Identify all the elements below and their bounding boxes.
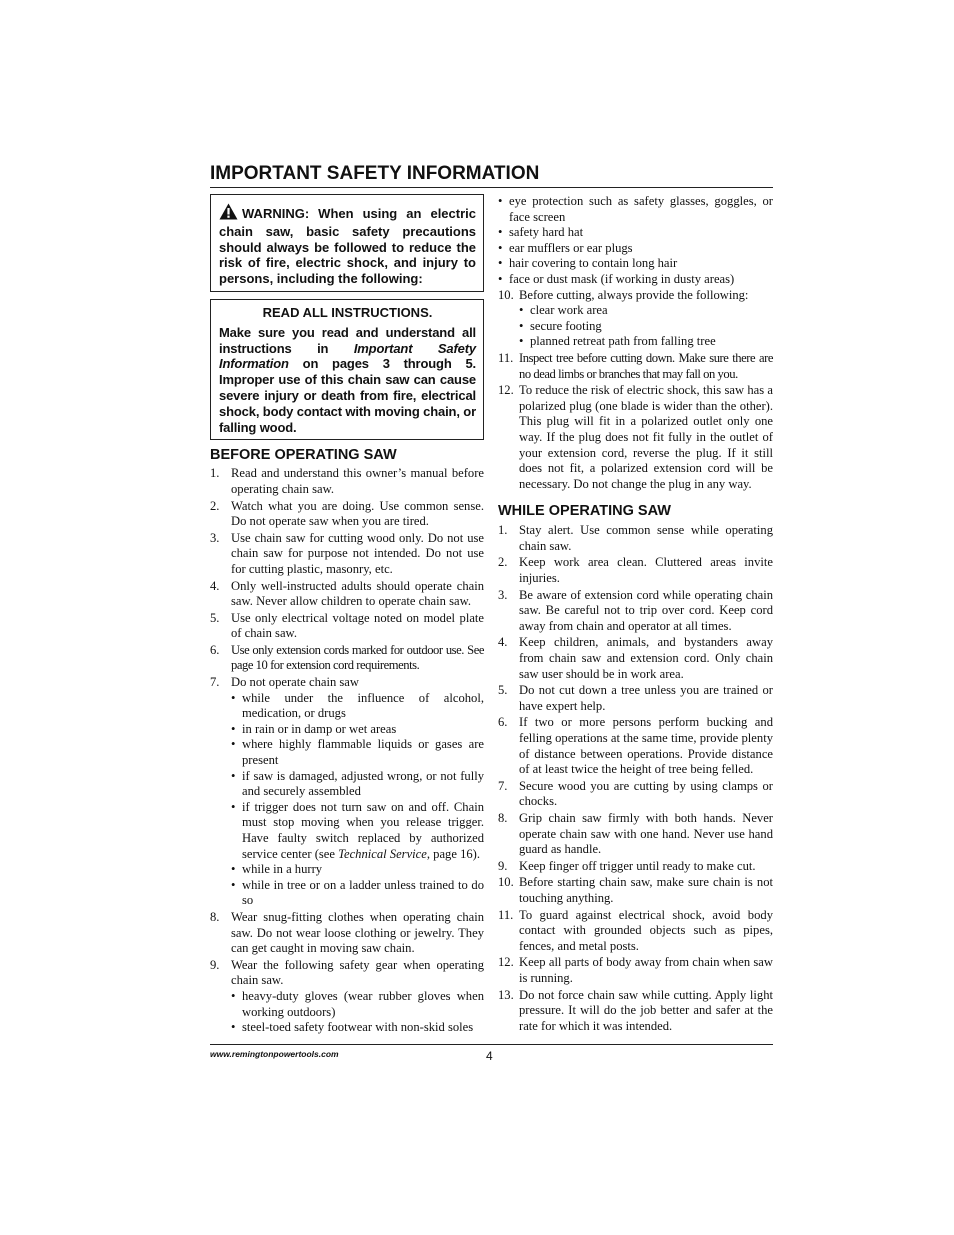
item-text: Grip chain saw firmly with both hands. Never operate chain saw with one hand. Never use hand guard as handle. — [519, 810, 773, 857]
item-text: Wear snug-fitting clothes when operating chain saw. Do not wear loose clothing or jewelry. They can get caught in moving saw chain. — [231, 909, 484, 956]
bullet-item: • clear work area — [519, 303, 773, 319]
item-text: Do not cut down a tree unless you are trained or have expert help. — [519, 683, 773, 713]
item-number: 2. — [498, 555, 508, 570]
item-text: Only well-instructed adults should operate chain saw. Never allow children to operate chain saw. — [231, 578, 484, 609]
item-text: Use only extension cords marked for outdoor use. See page 10 for extension cord requirements. — [231, 642, 484, 673]
item-number: 4. — [210, 578, 220, 593]
bullet-list — [231, 691, 484, 909]
item-text: Read and understand this owner’s manual before operating chain saw. — [231, 466, 484, 496]
page-title: IMPORTANT SAFETY INFORMATION — [210, 163, 773, 188]
item-number: 3. — [210, 530, 220, 545]
list-item — [498, 683, 773, 714]
list-item — [498, 383, 773, 492]
list-item — [210, 531, 484, 578]
bullet-item: • safety hard hat — [498, 225, 773, 241]
bullet-text-part: if trigger does not turn saw on and off. Chain must stop moving when you release trigger. Have faulty switch replaced by authorized service center (see — [242, 799, 484, 861]
list-item — [210, 579, 484, 610]
list-item — [498, 588, 773, 635]
item-number: 8. — [210, 909, 220, 924]
list-item — [498, 908, 773, 955]
bullet-item: • in rain or in damp or wet areas — [231, 722, 484, 738]
item-text: Use only electrical voltage noted on model plate of chain saw. — [231, 610, 484, 641]
bullet-item: • eye protection such as safety glasses, goggles, or face screen — [498, 194, 773, 225]
section-heading-before-operating: BEFORE OPERATING SAW — [210, 447, 397, 464]
item-text: Before starting chain saw, make sure chain is not touching anything. — [519, 875, 773, 905]
item-text: If two or more persons perform bucking and felling operations at the same time, provide plenty of distance between operations. Provide distance of at least twice the height of tree being felled. — [519, 715, 773, 777]
list-item — [210, 499, 484, 530]
while-operating-list — [498, 523, 773, 1034]
list-item — [498, 811, 773, 858]
bullet-item: • where highly flammable liquids or gases are present — [231, 737, 484, 768]
list-item — [498, 715, 773, 777]
read-instructions-body — [219, 325, 476, 436]
list-item — [210, 611, 484, 642]
bullet-item: • ear mufflers or ear plugs — [498, 241, 773, 257]
item-number: 6. — [210, 642, 220, 657]
item-text: Secure wood you are cutting by using clamps or chocks. — [519, 778, 773, 809]
list-item — [210, 958, 484, 1036]
bullet-item: • while under the influence of alcohol, medication, or drugs — [231, 691, 484, 722]
right-column — [498, 194, 773, 1035]
item-text: To guard against electrical shock, avoid body contact with grounded objects such as pipes, fences, and metal posts. — [519, 907, 773, 953]
item-number: 10. — [498, 287, 514, 302]
list-item — [498, 351, 773, 382]
item-text: Keep children, animals, and bystanders away from chain saw and extension cord. Only chain saw user should be in work area. — [519, 635, 773, 681]
list-item — [498, 859, 773, 875]
item-text: Use chain saw for cutting wood only. Do not use chain saw for purpose not intended. Do not use for cutting plastic, masonry, etc. — [231, 530, 484, 576]
item-text: Keep finger off trigger until ready to make cut. — [519, 858, 756, 873]
bullet-item: • if saw is damaged, adjusted wrong, or not fully and securely assembled — [231, 769, 484, 800]
bullet-item: • while in a hurry — [231, 862, 484, 878]
item-text: Be aware of extension cord while operating chain saw. Be careful not to trip over cord. Keep cord away from chain and operator at all times. — [519, 587, 773, 633]
item-number: 12. — [498, 383, 514, 398]
item-number: 8. — [498, 810, 508, 825]
bullet-item: • planned retreat path from falling tree — [519, 334, 773, 350]
list-item — [498, 523, 773, 554]
section-heading-while-operating: WHILE OPERATING SAW — [498, 503, 671, 520]
item-number: 5. — [498, 683, 508, 698]
item-number: 5. — [210, 610, 220, 625]
list-item — [498, 555, 773, 586]
bullet-item: • face or dust mask (if working in dusty areas) — [498, 272, 773, 288]
item-number: 9. — [498, 858, 508, 873]
bullet-item: • secure footing — [519, 319, 773, 335]
list-item — [498, 955, 773, 986]
list-item — [498, 779, 773, 810]
item-number: 1. — [498, 523, 508, 538]
bullet-item: • hair covering to contain long hair — [498, 256, 773, 272]
before-operating-list-continued — [498, 288, 773, 493]
item-number: 6. — [498, 715, 508, 730]
item-number: 9. — [210, 957, 220, 972]
left-column — [210, 194, 484, 1037]
before-operating-list — [210, 466, 484, 1035]
item-text: Inspect tree before cutting down. Make sure there are no dead limbs or branches that may fall on you. — [519, 350, 773, 381]
bullet-item: • while in tree or on a ladder unless trained to do so — [231, 878, 484, 909]
item-number: 13. — [498, 987, 514, 1002]
item-text: Wear the following safety gear when operating chain saw. — [231, 957, 484, 988]
item-number: 11. — [498, 350, 514, 365]
item-number: 2. — [210, 498, 220, 513]
safety-gear-bullets — [498, 194, 773, 288]
read-instructions-title: READ ALL INSTRUCTIONS. — [262, 304, 433, 320]
warning-triangle-icon — [219, 203, 238, 224]
list-item — [210, 910, 484, 957]
warning-text: WARNING: When using an electric chain saw, basic safety precautions should always be followed to reduce the risk of fire, electric shock, and injury to persons, including the following: — [219, 206, 476, 287]
bullet-text-italic: Technical Service — [338, 846, 427, 861]
bullet-list — [231, 989, 484, 1036]
item-text: Do not operate chain saw — [231, 675, 359, 690]
item-text: To reduce the risk of electric shock, this saw has a polarized plug (one blade is wider than the other). This plug will fit in a polarized outlet only one way. If the plug does not fit fully in the outlet of your extension cord, reverse the plug. If it still does not fit, a polarized extension cord will be necessary. Do not change the plug in any way. — [519, 383, 773, 491]
item-number: 12. — [498, 955, 514, 970]
bullet-item — [231, 800, 484, 862]
bullet-list — [519, 303, 773, 350]
read-text-part: Make sure you read and understand all instructions in — [219, 324, 476, 356]
list-item — [210, 675, 484, 909]
item-text: Stay alert. Use common sense while operating chain saw. — [519, 523, 773, 553]
read-text-italic: Important Safety Information — [219, 340, 476, 372]
bullet-item: • heavy-duty gloves (wear rubber gloves when working outdoors) — [231, 989, 484, 1020]
bullet-text-part: , page 16). — [426, 846, 481, 861]
item-text: Do not force chain saw while cutting. Apply light pressure. It will do the job better and safer at the rate for which it was intended. — [519, 987, 773, 1033]
footer-url-link[interactable]: www.remingtonpowertools.com — [210, 1049, 339, 1059]
item-text: Watch what you are doing. Use common sense. Do not operate saw when you are tired. — [231, 498, 484, 529]
bullet-item: • steel-toed safety footwear with non-skid soles — [231, 1020, 484, 1036]
item-number: 11. — [498, 907, 514, 922]
warning-box — [210, 194, 484, 292]
read-instructions-box — [210, 299, 484, 440]
item-number: 7. — [498, 778, 508, 793]
list-item — [210, 466, 484, 497]
item-text: Keep all parts of body away from chain when saw is running. — [519, 955, 773, 985]
item-text: Before cutting, always provide the following: — [519, 287, 749, 302]
list-item — [498, 875, 773, 906]
page-footer — [210, 1044, 773, 1063]
item-number: 4. — [498, 635, 508, 650]
item-number: 3. — [498, 587, 508, 602]
read-text-part: on pages 3 through 5. Improper use of this chain saw can cause severe injury or death from fire, electrical shock, body contact with moving chain, or falling wood. — [219, 356, 476, 435]
item-number: 1. — [210, 466, 220, 481]
page-number: 4 — [486, 1049, 493, 1063]
item-number: 7. — [210, 675, 220, 690]
list-item — [210, 643, 484, 674]
list-item — [498, 288, 773, 350]
list-item — [498, 988, 773, 1035]
item-text: Keep work area clean. Cluttered areas invite injuries. — [519, 555, 773, 586]
item-number: 10. — [498, 875, 514, 890]
list-item — [498, 635, 773, 682]
